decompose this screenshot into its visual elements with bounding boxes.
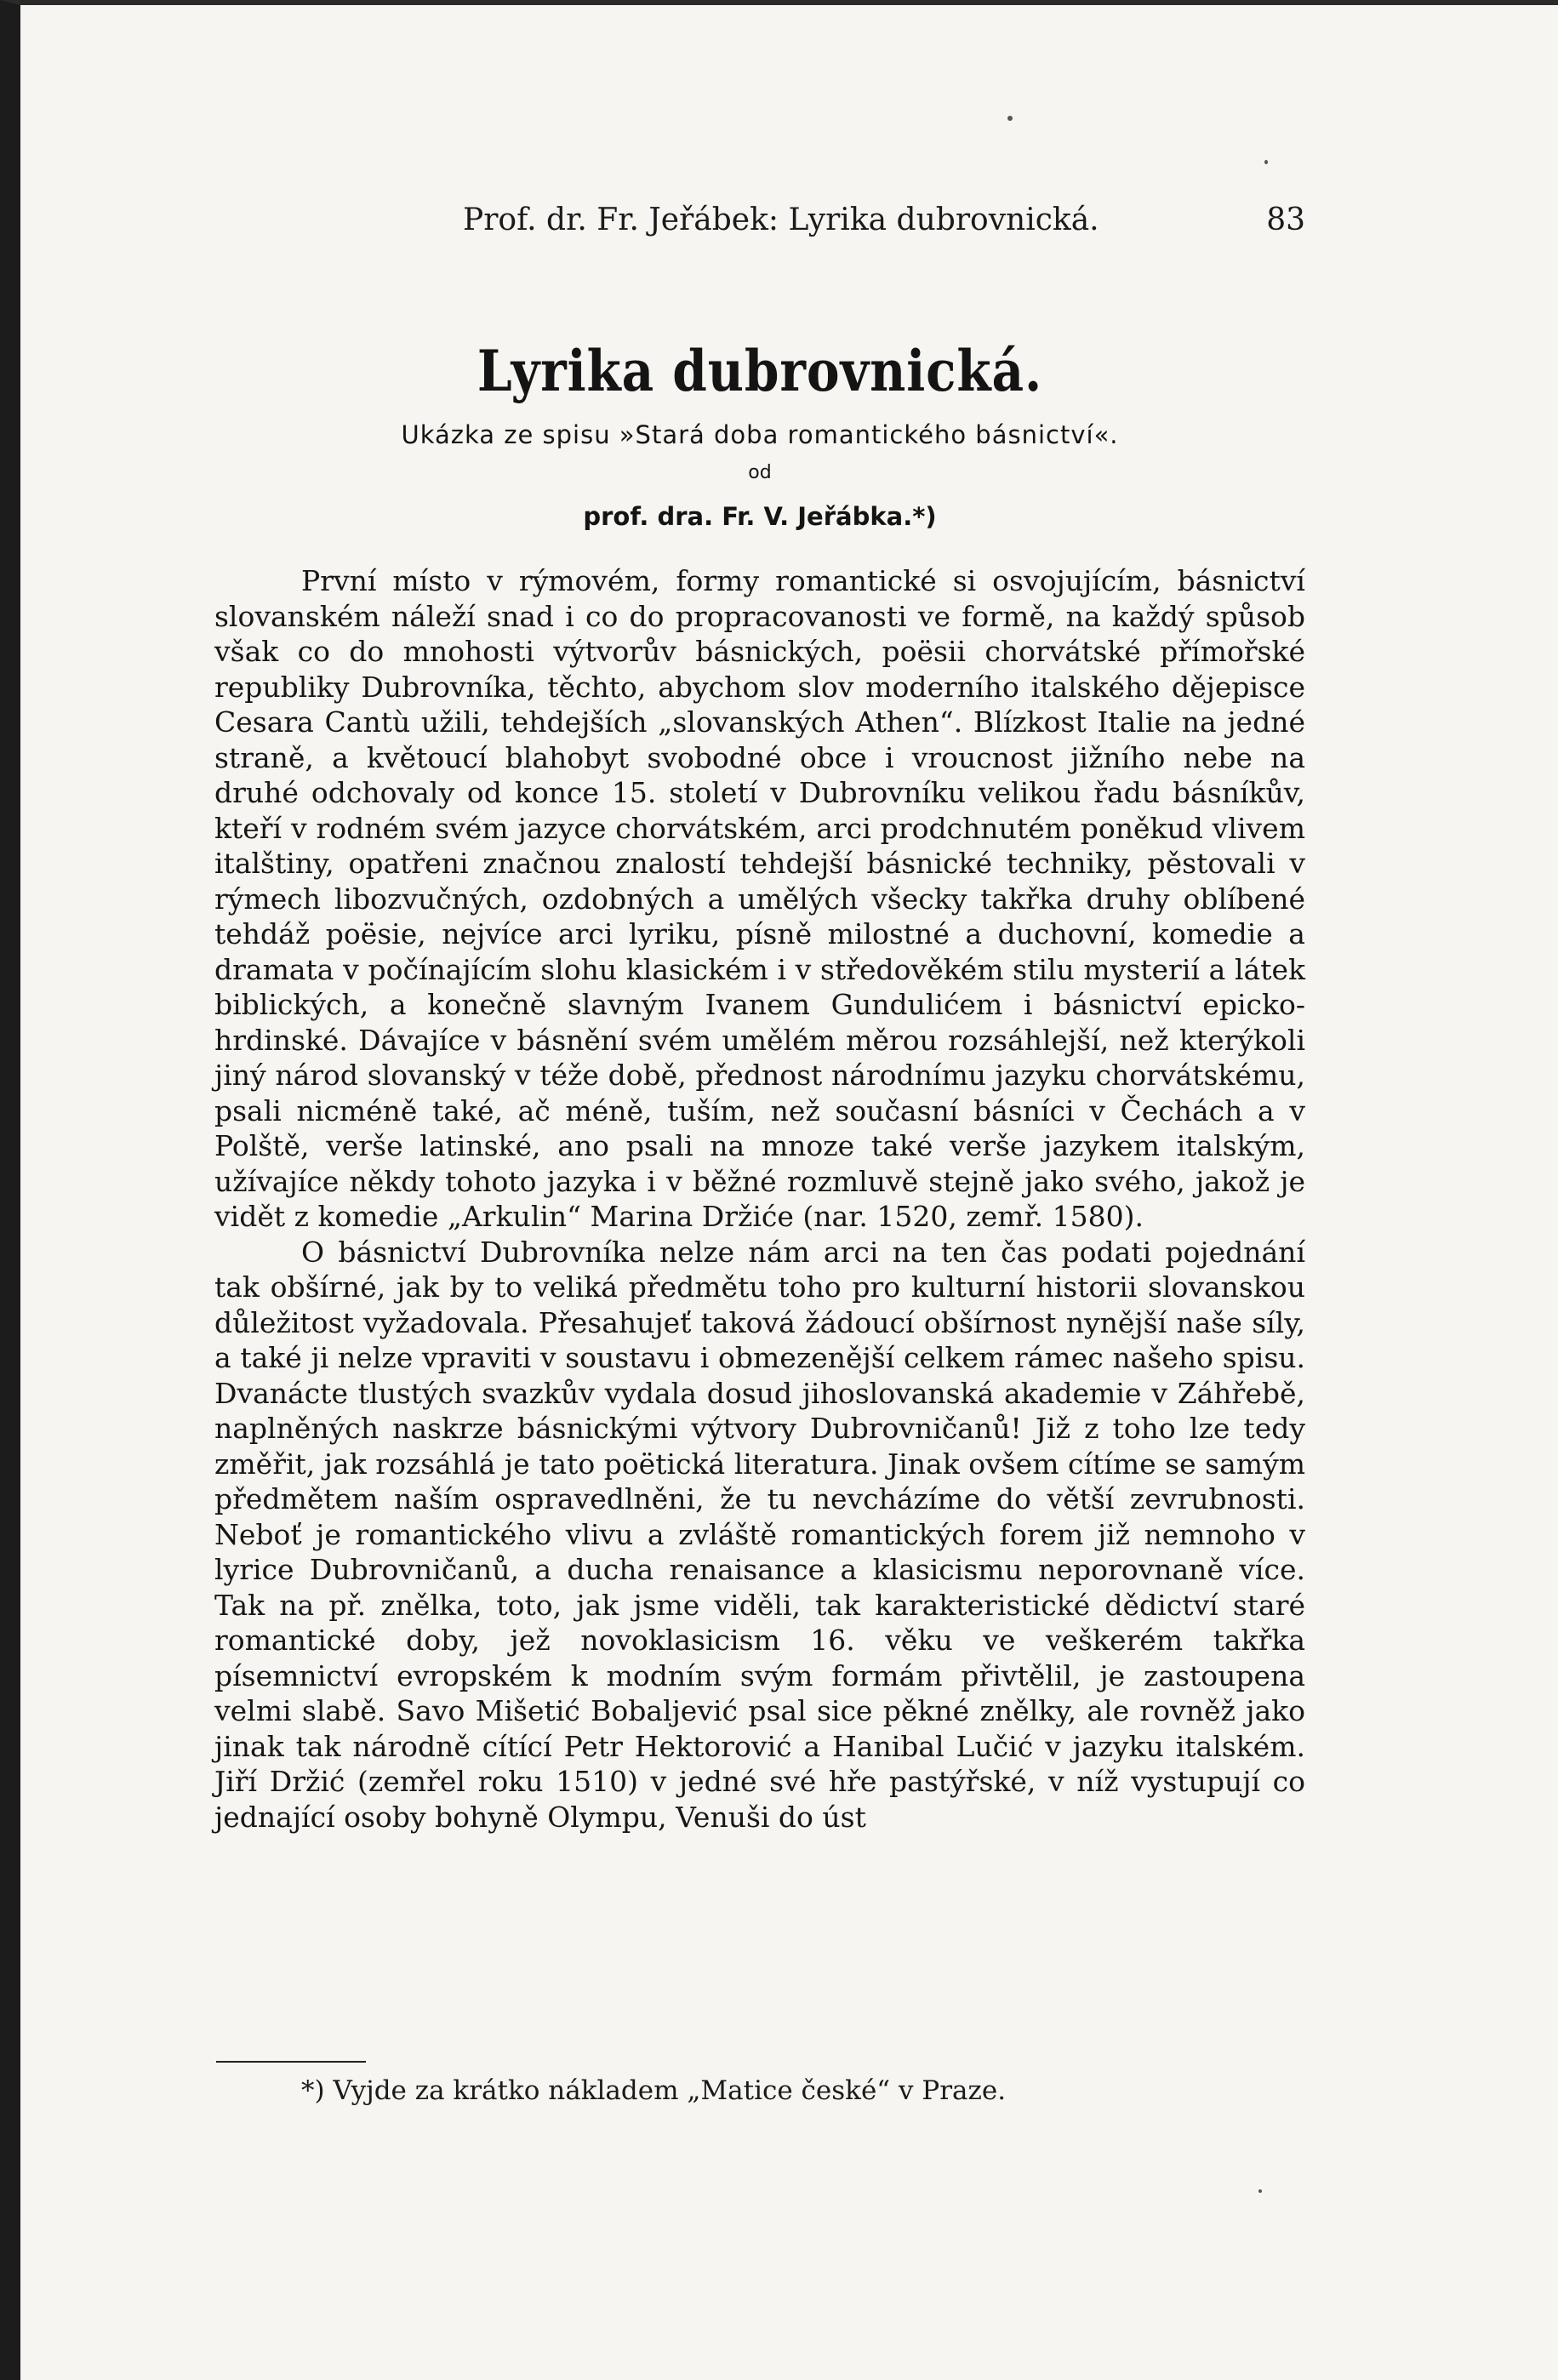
- body-text: [214, 563, 1305, 1835]
- article-author: prof. dra. Fr. V. Jeřábka.*): [583, 502, 937, 531]
- article-heading: [214, 333, 1305, 534]
- scan-speck: [1264, 160, 1268, 164]
- page-number: 83: [1266, 203, 1305, 237]
- scan-speck: [1007, 116, 1013, 121]
- running-head-title: Prof. dr. Fr. Jeřábek: Lyrika dubrovnická.: [463, 203, 1099, 237]
- footnote-divider: [216, 2061, 366, 2063]
- article-title: Lyrika dubrovnická.: [477, 338, 1043, 404]
- paragraph: První místo v rýmovém, formy romantické si osvojujícím, básnictví slovanském náleží snad i co do propracovanosti ve formě, na každý spůsob však co do mnohosti výtvorův básnických, poësii chorvátské přímořské republiky Dubrovníka, těchto, abychom slov moderního italského dějepisce Cesara Cantù užili, tehdejších „slovanských Athen“. Blízkost Italie na jedné straně, a květoucí blahobyt svobodné obce i vroucnost jižního nebe na druhé odchovaly od konce 15. století v Dubrovníku velikou řadu básníkův, kteří v rodném svém jazyce chorvátském, arci prodchnutém poněkud vlivem italštiny, opatřeni značnou znalostí tehdejší básnické techniky, pěstovali v rýmech libozvučných, ozdobných a umělých všecky takřka druhy oblíbené tehdáž poësie, nejvíce arci lyriku, písně milostné a duchovní, komedie a dramata v počínajícím slohu klasickém i v středověkém stilu mysterií a látek biblických, a konečně slavným Ivanem Gundulićem i básnictví epicko-hrdinské. Dávajíce v básnění svém umělém měrou rozsáhlejší, než kterýkoli jiný národ slovanský v téže době, přednost národnímu jazyku chorvátskému, psali nicméně také, ač méně, tuším, než současní básníci v Čechách a v Polště, verše latinské, ano psali na mnoze také verše jazykem italským, užívajíce někdy tohoto jazyka i v běžné rozmluvě stejně jako svého, jakož je vidět z komedie „Arkulin“ Marina Držiće (nar. 1520, zemř. 1580).: [214, 564, 1305, 1233]
- byline-od: od: [748, 462, 772, 483]
- scan-speck: [1258, 2189, 1262, 2193]
- footnote: *) Vyjde za krátko nákladem „Matice české“ v Praze.: [301, 2075, 1007, 2106]
- paragraph: O básnictví Dubrovníka nelze nám arci na ten čas podati pojednání tak obšírné, jak by to veliká předmětu toho pro kulturní historii slovanskou důležitost vyžadovala. Přesahujeť taková žádoucí obšírnost nynější naše síly, a také ji nelze vpraviti v soustavu i obmezenější celkem rámec našeho spisu. Dvanácte tlustých svazkův vydala dosud jihoslovanská akademie v Záhřebě, naplněných naskrze básnickými výtvory Dubrovničanů! Již z toho lze tedy změřit, jak rozsáhlá je tato poëtická literatura. Jinak ovšem cítíme se samým předmětem naším ospravedlněni, že tu nevcházíme do větší zevrubnosti. Neboť je romantického vlivu a zvláště romantických forem již nemnoho v lyrice Dubrovničanů, a ducha renaisance a klasicismu neporovnaně více. Tak na př. znělka, toto, jak jsme viděli, tak karakteristické dědictví staré romantické doby, jež novoklasicism 16. věku ve veškerém takřka písemnictví evropském k modním svým formám přivtělil, je zastoupena velmi slabě. Savo Mišetić Bobaljević psal sice pěkné znělky, ale rovněž jako jinak tak národně cítící Petr Hektorović a Hanibal Lučić v jazyku italském. Jiří Držić (zemřel roku 1510) v jedné své hře pastýřské, v níž vystupují co jednající osoby bohyně Olympu, Venuši do úst: [214, 1235, 1305, 1834]
- article-subtitle: Ukázka ze spisu »Stará doba romantického básnictví«.: [401, 420, 1119, 449]
